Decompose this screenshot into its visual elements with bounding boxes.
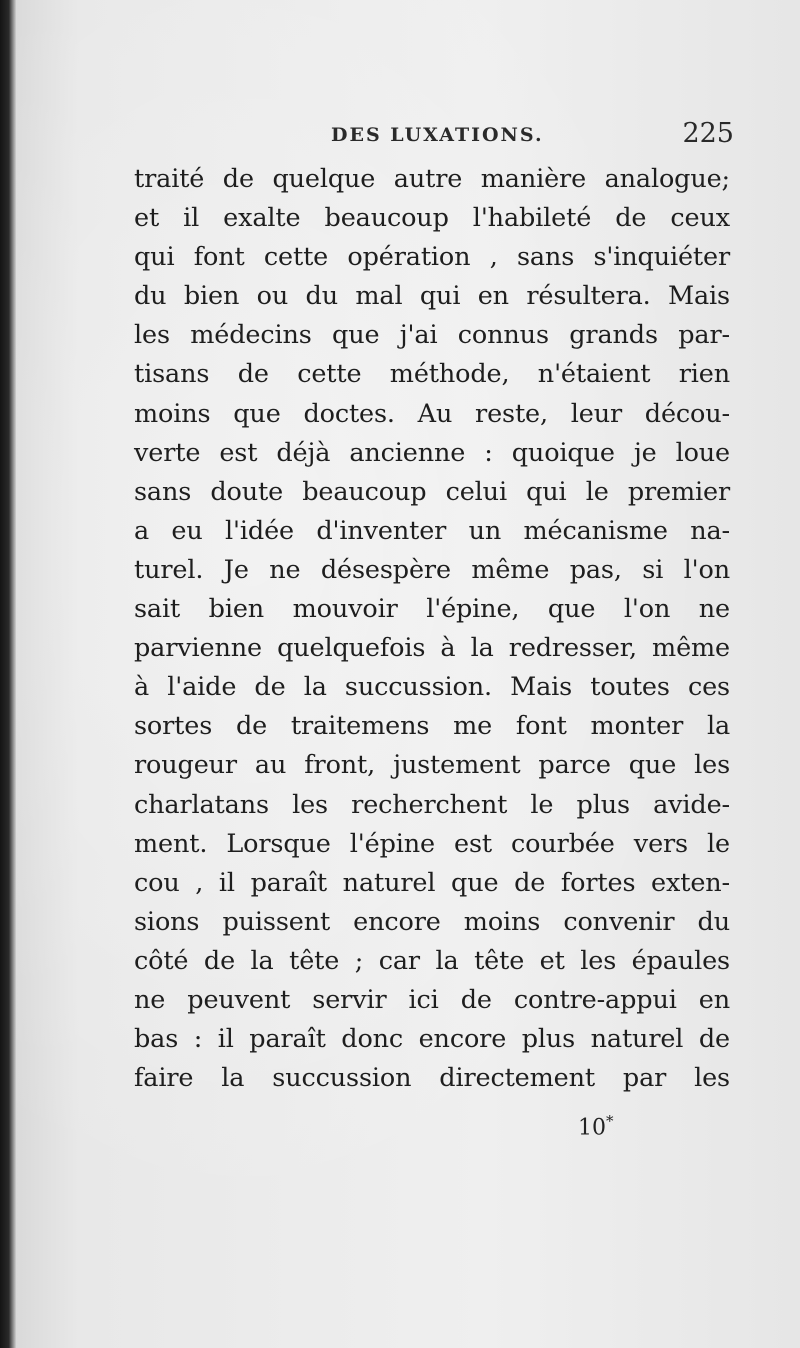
text-line: les médecins que j'ai connus grands par- [134,320,730,351]
text-line: cou , il paraît naturel que de fortes exten- [134,867,730,898]
text-line: turel. Je ne désespère même pas, si l'on [134,554,730,585]
running-head [116,118,746,152]
text-line: faire la succussion directement par les [134,1063,730,1094]
text-line: moins que doctes. Au reste, leur décou- [134,398,730,429]
text-line: a eu l'idée d'inventer un mécanisme na- [134,515,730,546]
signature-asterisk: * [606,1112,614,1130]
signature-mark [578,1112,614,1140]
text-line: parvienne quelquefois à la redresser, même [134,633,730,664]
text-line: et il exalte beaucoup l'habileté de ceux [134,203,730,234]
text-line: traité de quelque autre manière analogue; [134,164,730,194]
text-line: ne peuvent servir ici de contre-appui en [134,984,730,1015]
body-text [134,160,730,1098]
running-title: DES LUXATIONS. [331,124,544,146]
text-line: qui font cette opération , sans s'inquiéter [134,242,730,273]
signature-number: 10 [578,1115,606,1141]
text-line: sortes de traitemens me font monter la [134,711,730,742]
scan-edge [0,0,16,1348]
text-line: sions puissent encore moins convenir du [134,906,730,937]
text-line: charlatans les recherchent le plus avide- [134,789,730,820]
text-line: sait bien mouvoir l'épine, que l'on ne [134,594,730,625]
text-line: bas : il paraît donc encore plus naturel de [134,1024,730,1055]
text-line: tisans de cette méthode, n'étaient rien [134,359,730,390]
text-line: du bien ou du mal qui en résultera. Mais [134,281,730,312]
text-line: côté de la tête ; car la tête et les épaules [134,945,730,976]
text-line: rougeur au front, justement parce que les [134,750,730,781]
text-line: ment. Lorsque l'épine est courbée vers le [134,828,730,859]
book-page [16,0,800,1348]
text-line: verte est déjà ancienne : quoique je loue [134,437,730,468]
text-line: sans doute beaucoup celui qui le premier [134,476,730,507]
page-number: 225 [682,118,734,149]
text-line: à l'aide de la succussion. Mais toutes ces [134,672,730,703]
